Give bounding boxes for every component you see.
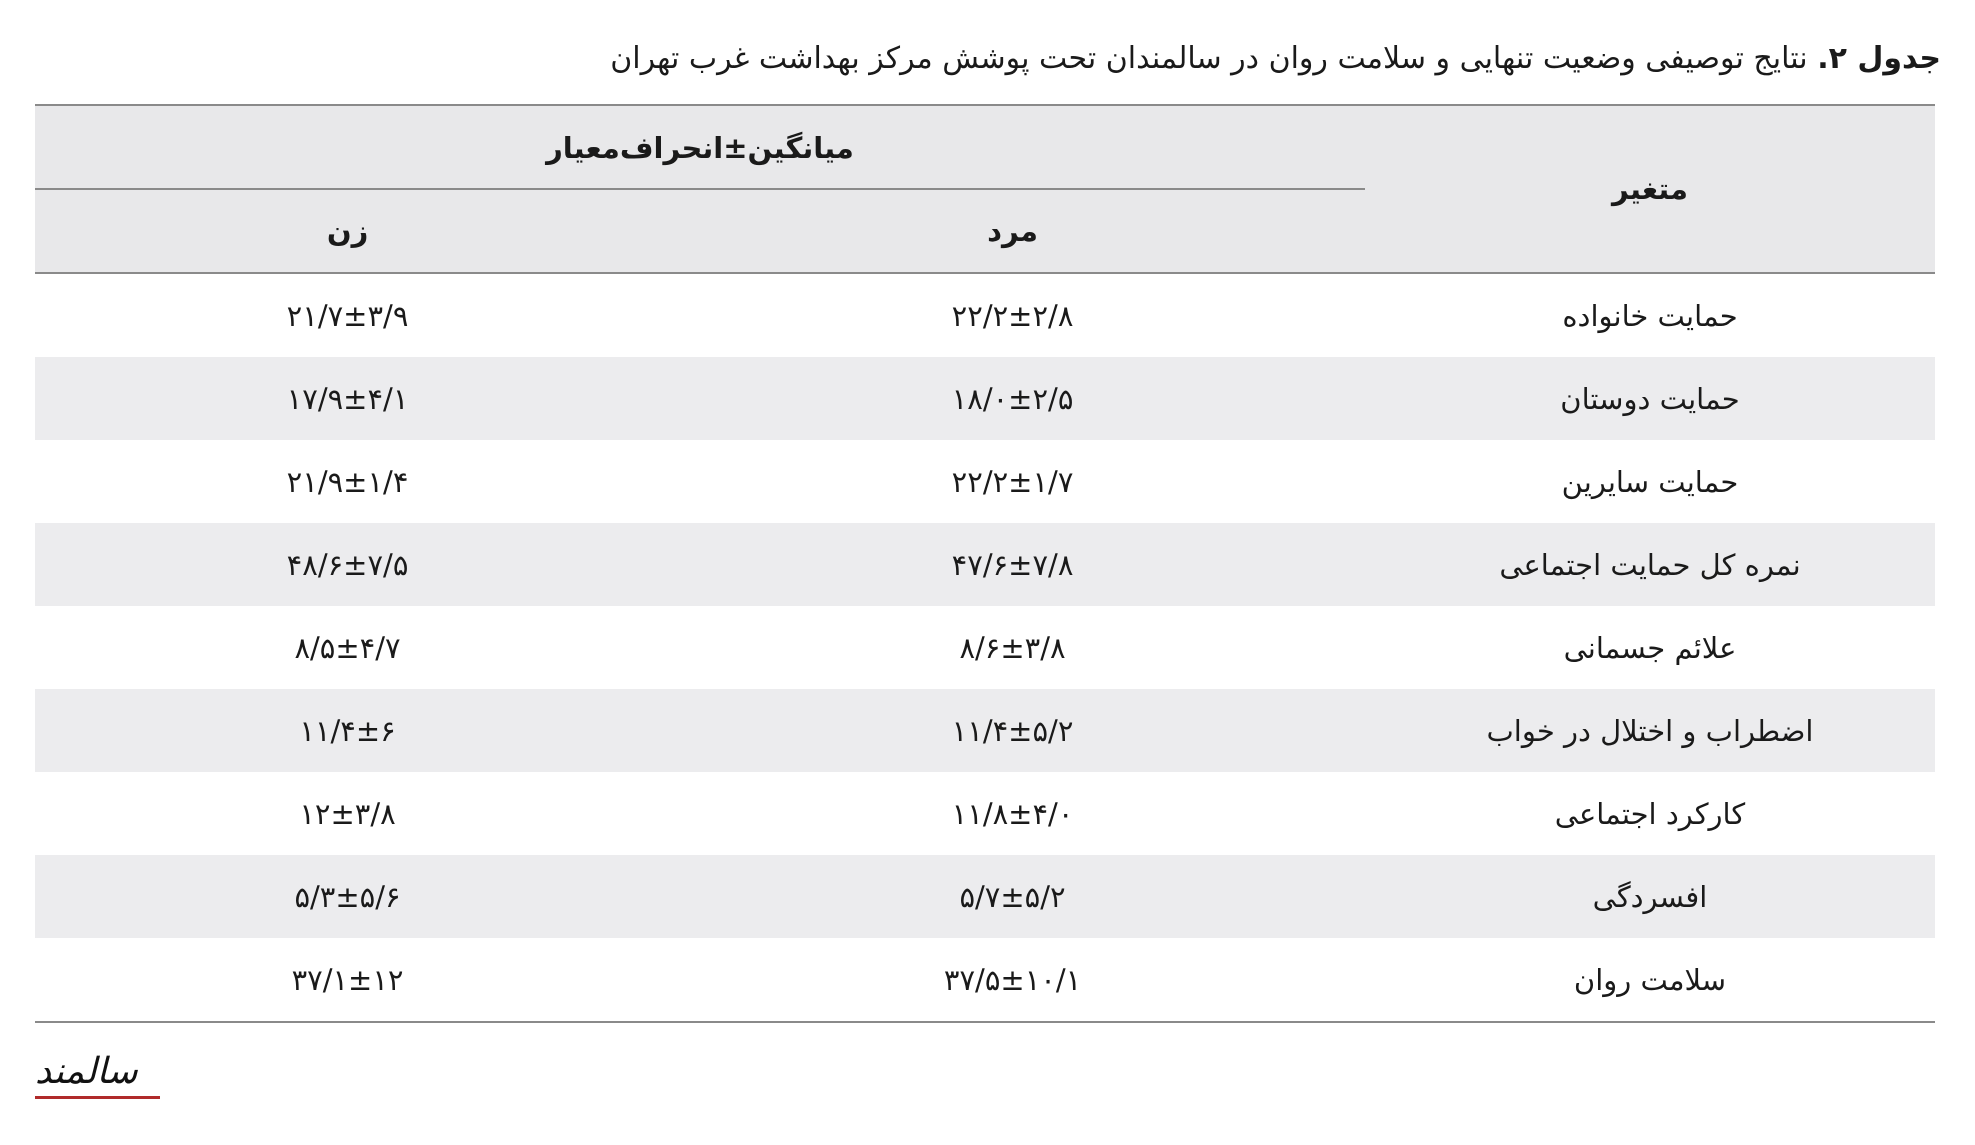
row-variable: حمایت سایرین: [1561, 464, 1739, 499]
row-male-value: ۲۲/۲±۲/۸: [951, 298, 1074, 333]
header-mean-sd-label: میانگین±انحراف‌معیار: [546, 131, 854, 165]
header-group-divider: [35, 188, 1365, 190]
row-variable: اضطراب و اختلال در خواب: [1365, 689, 1935, 772]
row-male-value: ۴۷/۶±۷/۸: [660, 523, 1365, 606]
row-female-value: ۱۱/۴±۶: [35, 689, 660, 772]
header-male: مرد: [660, 190, 1365, 273]
row-male-value: ۵/۷±۵/۲: [660, 855, 1365, 938]
results-table-wrapper: [35, 104, 1935, 1023]
row-variable: افسردگی: [1365, 855, 1935, 938]
caption-label: جدول ۲.: [1817, 41, 1941, 76]
table-caption: [34, 34, 1941, 84]
row-female-value: ۱۷/۹±۴/۱: [35, 357, 660, 440]
table-row: [35, 523, 1935, 606]
results-table: [35, 104, 1935, 1023]
header-mean-sd: [35, 105, 1365, 190]
row-variable: سلامت روان: [1365, 938, 1935, 1022]
header-variable: متغیر: [1365, 105, 1935, 273]
row-variable: علائم جسمانی: [1563, 630, 1737, 665]
row-variable: حمایت خانواده: [1562, 298, 1738, 333]
table-row: [35, 772, 1935, 855]
row-male-value: ۸/۶±۳/۸: [959, 630, 1066, 665]
table-row: [35, 440, 1935, 523]
row-male-value: ۱۱/۸±۴/۰: [951, 796, 1074, 831]
row-variable: کارکرد اجتماعی: [1554, 796, 1746, 831]
table-row: [35, 357, 1935, 440]
row-male-value: ۲۲/۲±۱/۷: [951, 464, 1074, 499]
row-female-value: ۳۷/۱±۱۲: [35, 938, 660, 1022]
row-variable: حمایت دوستان: [1365, 357, 1935, 440]
table-row: [35, 689, 1935, 772]
logo-underline: [35, 1096, 160, 1099]
table-row: [35, 606, 1935, 689]
table-row: [35, 273, 1935, 357]
logo-wordmark: سالمند: [35, 1051, 138, 1092]
table-row: [35, 938, 1935, 1022]
row-female-value: ۸/۵±۴/۷: [294, 630, 401, 665]
table-row: [35, 855, 1935, 938]
row-female-value: ۲۱/۷±۳/۹: [286, 298, 409, 333]
row-male-value: ۳۷/۵±۱۰/۱: [660, 938, 1365, 1022]
header-female: زن: [35, 190, 660, 273]
row-female-value: ۱۲±۳/۸: [299, 796, 396, 831]
row-male-value: ۱۱/۴±۵/۲: [660, 689, 1365, 772]
row-female-value: ۴۸/۶±۷/۵: [35, 523, 660, 606]
journal-logo: [35, 1052, 160, 1102]
row-female-value: ۵/۳±۵/۶: [35, 855, 660, 938]
row-variable: نمره کل حمایت اجتماعی: [1365, 523, 1935, 606]
row-female-value: ۲۱/۹±۱/۴: [286, 464, 409, 499]
row-male-value: ۱۸/۰±۲/۵: [660, 357, 1365, 440]
caption-text: نتایج توصیفی وضعیت تنهایی و سلامت روان در سالمندان تحت پوشش مرکز بهداشت غرب تهران: [610, 41, 1818, 76]
